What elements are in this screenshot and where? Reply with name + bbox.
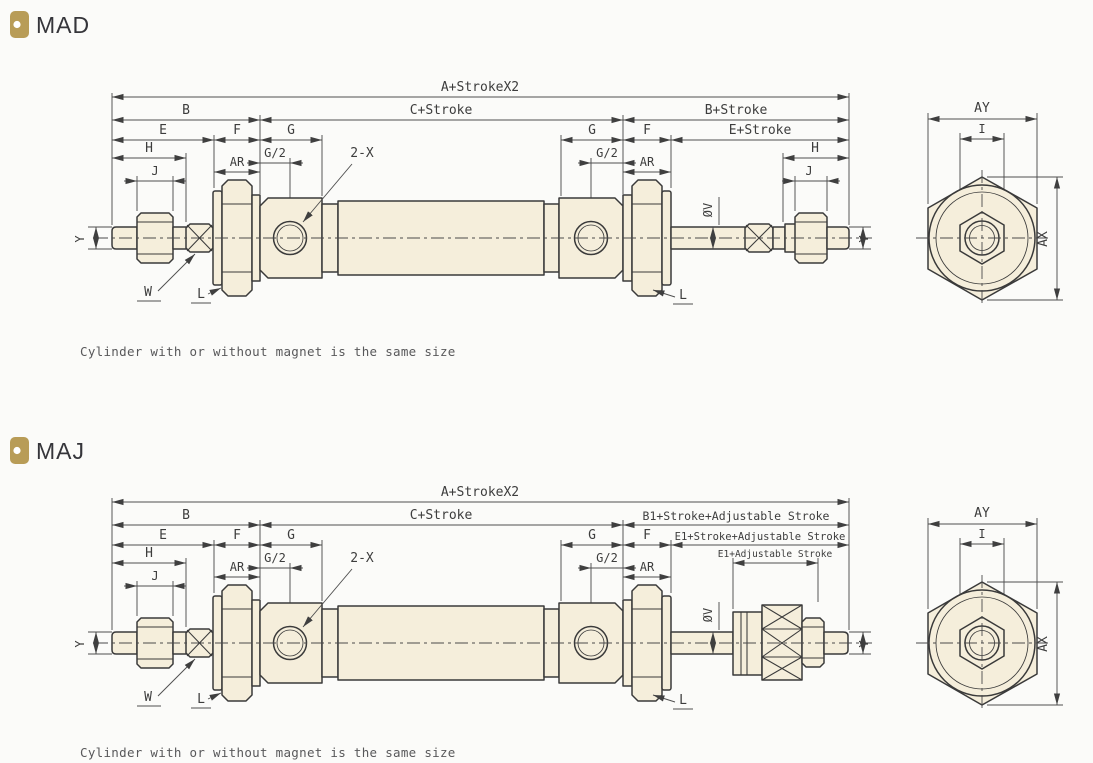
maj-dim-label-l-left: L [197,692,205,707]
maj-dim-label-b1-adjustable: B1+Stroke+Adjustable Stroke [642,509,830,523]
maj-caption: Cylinder with or without magnet is the same size [80,745,456,760]
mad-dim-label-dia-v: ØV [701,202,715,218]
mad-dim-label-l-right: L [679,288,687,303]
mad-dim-label-e: E [159,123,167,138]
maj-dim-label-w: W [144,690,152,705]
maj-dim-label-f-left: F [233,528,241,543]
mad-dim-label-2x: 2-X [350,146,374,161]
mad-dim-label-ax: AX [1036,231,1051,247]
maj-dim-label-ay: AY [974,506,990,521]
mad-dim-label-ay: AY [974,101,990,116]
mad-dim-label-j-left: J [151,164,159,178]
maj-end-view [928,582,1037,705]
maj-dim-label-e: E [159,528,167,543]
mad-dim-label-g-left: G [287,123,295,138]
maj-dim-label-y-left: Y [73,640,87,648]
maj-dim-label-ar-right: AR [639,560,655,574]
maj-dim-label-g-left: G [287,528,295,543]
maj-dim-label-g-right: G [588,528,596,543]
mad-dim-label-f-left: F [233,123,241,138]
maj-section [10,437,1063,760]
maj-adjustable-stopper-assembly [671,605,848,680]
mad-dim-label-l-left: L [197,287,205,302]
maj-dim-label-ax: AX [1036,636,1051,652]
maj-dim-label-overall: A+StrokeX2 [440,485,520,500]
mad-dim-label-w: W [144,285,152,300]
mad-dim-label-g2-left: G/2 [264,146,286,160]
mad-dim-label-ar-left: AR [229,155,245,169]
mad-caption: Cylinder with or without magnet is the same size [80,344,456,359]
mad-dim-label-b: B [182,103,190,118]
mad-dim-label-j-right: J [805,164,813,178]
mad-bullet-dot-icon [13,21,20,28]
mad-dim-label-b-stroke: B+Stroke [704,103,768,118]
maj-dim-label-i: I [978,527,986,541]
mad-dim-label-c-stroke: C+Stroke [409,103,473,118]
mad-section [10,11,1063,359]
mad-dim-label-y-left: Y [73,235,87,243]
maj-side-view [73,485,1063,712]
mad-dim-label-g-right: G [588,123,596,138]
mad-dim-label-g2-right: G/2 [596,146,618,160]
mad-dim-label-f-right: F [643,123,651,138]
maj-dim-label-b: B [182,508,190,523]
maj-dim-label-e1-stroke-adjustable: E1+Stroke+Adjustable Stroke [674,531,846,543]
mad-dim-label-e-stroke: E+Stroke [728,123,792,138]
maj-dim-label-dia-v: ØV [701,607,715,623]
maj-bullet-dot-icon [13,447,20,454]
mad-dim-label-h-left: H [145,141,153,156]
maj-dim-label-e1-adjustable: E1+Adjustable Stroke [717,549,833,560]
maj-dim-label-ar-left: AR [229,560,245,574]
maj-dim-label-f-right: F [643,528,651,543]
mad-dim-label-i: I [978,122,986,136]
maj-dim-label-c-stroke: C+Stroke [409,508,473,523]
maj-dim-label-g2-left: G/2 [264,551,286,565]
maj-section-title: MAJ [36,438,85,464]
mad-end-view [928,177,1037,300]
mad-section-title: MAD [36,12,91,38]
maj-dim-label-l-right: L [679,693,687,708]
mad-dim-label-y-right: Y [857,235,871,243]
mad-dim-label-h-right: H [811,141,819,156]
maj-dim-label-2x: 2-X [350,551,374,566]
mad-dim-label-overall: A+StrokeX2 [440,80,520,95]
maj-dim-label-g2-right: G/2 [596,551,618,565]
maj-dim-label-h: H [145,546,153,561]
maj-dim-label-j: J [151,569,159,583]
maj-dim-label-y-right: Y [857,640,871,648]
mad-dim-label-ar-right: AR [639,155,655,169]
